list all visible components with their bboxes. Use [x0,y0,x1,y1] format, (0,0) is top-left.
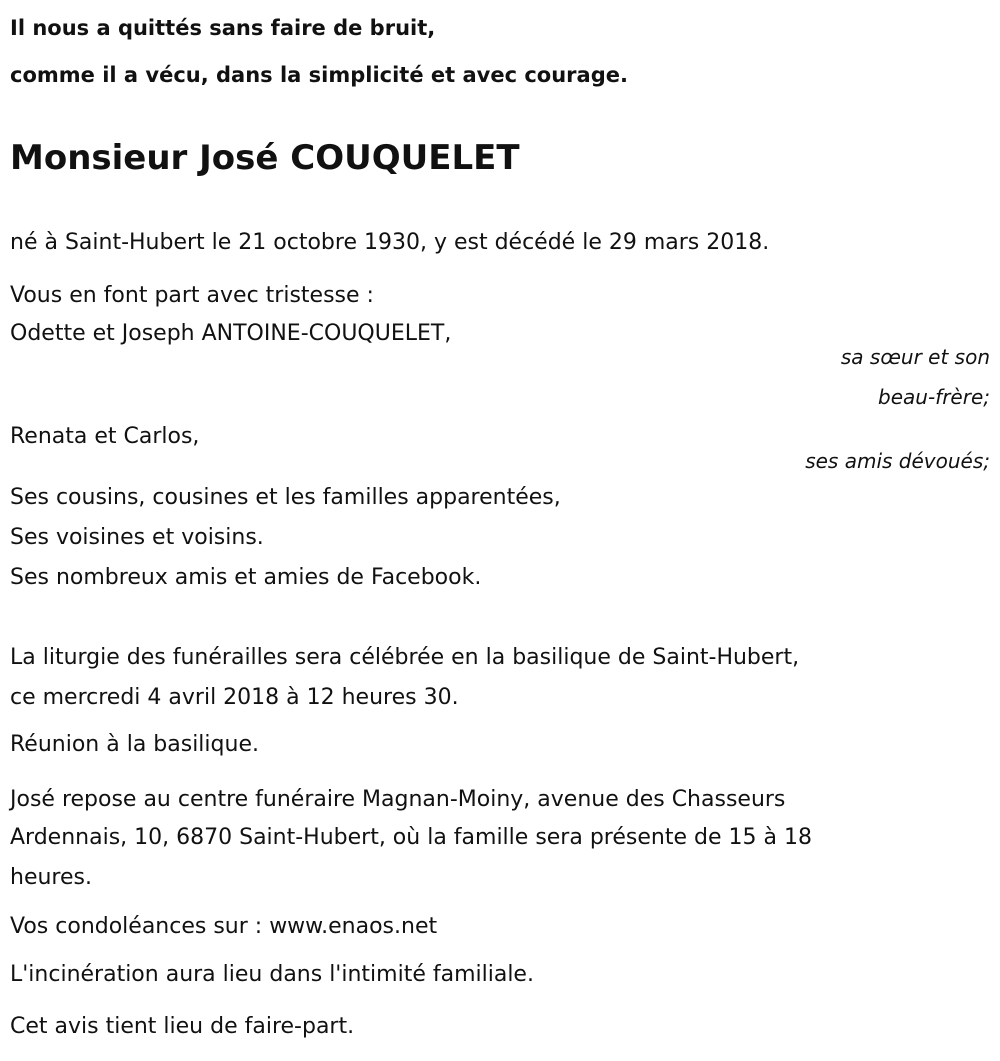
announce-line: Vous en font part avec tristesse : [10,283,374,308]
meeting-line: Réunion à la basilique. [10,732,259,757]
family-renata: Renata et Carlos, [10,424,200,449]
repose-line-2: Ardennais, 10, 6870 Saint-Hubert, où la famille sera présente de 15 à 18 [10,825,812,850]
family-odette-relation-2: beau-frère; [878,385,990,409]
family-odette-relation-1: sa sœur et son [840,345,990,369]
birth-death-line: né à Saint-Hubert le 21 octobre 1930, y est décédé le 29 mars 2018. [10,230,770,255]
closing-line: Cet avis tient lieu de faire-part. [10,1014,355,1039]
family-voisins: Ses voisines et voisins. [10,525,264,550]
condolences-line: Vos condoléances sur : www.enaos.net [10,914,438,939]
intro-line-1: Il nous a quittés sans faire de bruit, [10,16,436,40]
family-cousins: Ses cousins, cousines et les familles apparentées, [10,485,561,510]
family-odette: Odette et Joseph ANTOINE-COUQUELET, [10,321,452,346]
repose-line-3: heures. [10,865,92,890]
deceased-name-title: Monsieur José COUQUELET [10,138,520,178]
family-amis: Ses nombreux amis et amies de Facebook. [10,565,482,590]
cremation-line: L'incinération aura lieu dans l'intimité familiale. [10,962,534,987]
ceremony-line-1: La liturgie des funérailles sera célébrée en la basilique de Saint-Hubert, [10,645,800,670]
ceremony-line-2: ce mercredi 4 avril 2018 à 12 heures 30. [10,685,459,710]
intro-line-2: comme il a vécu, dans la simplicité et avec courage. [10,63,628,87]
family-renata-relation: ses amis dévoués; [805,449,990,473]
repose-line-1: José repose au centre funéraire Magnan-Moiny, avenue des Chasseurs [10,787,786,812]
